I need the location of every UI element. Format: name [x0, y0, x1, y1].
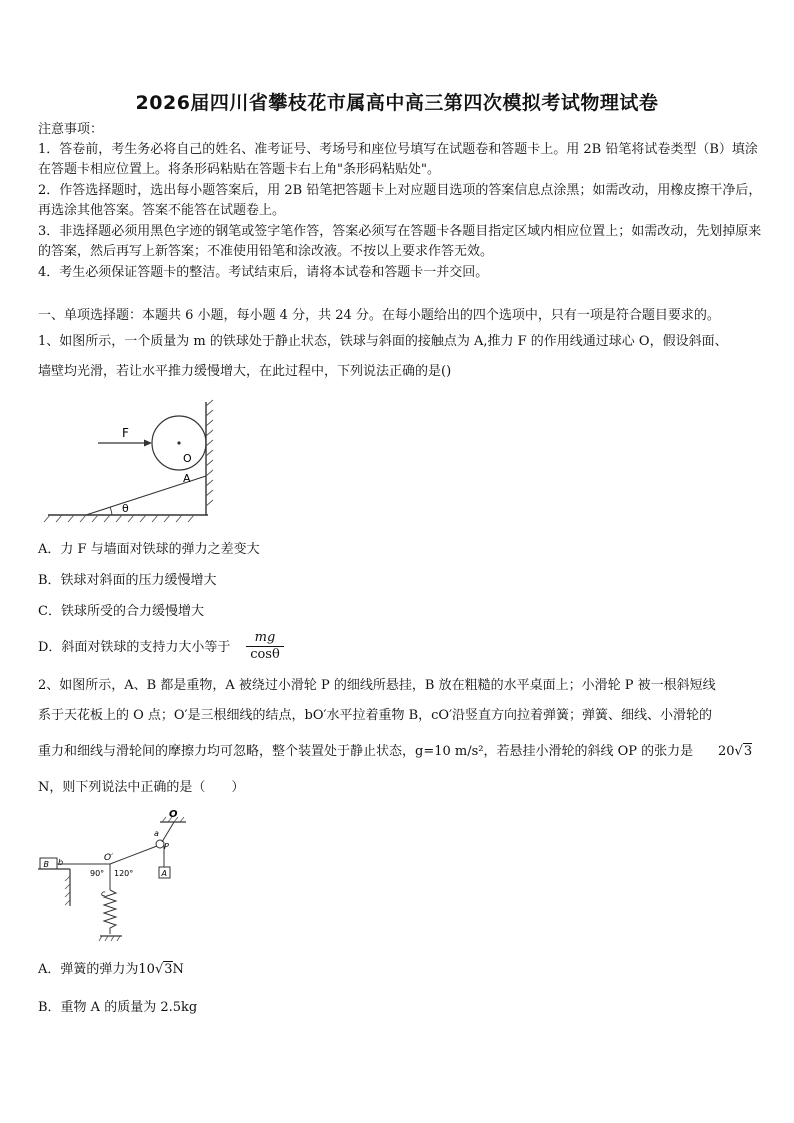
tension-coefficient: 20 [718, 744, 735, 759]
section-heading: 一、单项选择题：本题共 6 小题，每小题 4 分，共 24 分。在每小题给出的四个选项中，只有一项是符合题目要求的。 [38, 308, 720, 323]
question-1-stem: 1、如图所示，一个质量为 m 的铁球处于静止状态，铁球与斜面的接触点为 A,推力 F 的作用线通过球心 O，假设斜面、 [38, 334, 728, 349]
angle-arc [110, 507, 112, 515]
label-angle-90: 90° [90, 869, 105, 878]
notes-heading: 注意事项： [38, 122, 104, 137]
question-2-stem: 系于天花板上的 O 点；O′是三根细线的结点，bO′水平拉着重物 B，cO′沿竖直方向拉着弹簧；弹簧、细线、小滑轮的 [38, 708, 713, 723]
contact-label: A [183, 472, 191, 485]
line-O-prime-to-pulley [110, 846, 157, 864]
page-title: 2026届四川省攀枝花市属高中高三第四次模拟考试物理试卷 [135, 92, 659, 114]
label-O: O [169, 809, 178, 820]
q2-option-a [38, 960, 184, 980]
q2-option-b: B．重物 A 的质量为 2.5kg [38, 1000, 198, 1015]
ball-center-dot [177, 441, 180, 444]
q1-option-a: A．力 F 与墙面对铁球的弹力之差变大 [38, 542, 260, 557]
note-item: 3．非选择题必须用黑色字迹的钢笔或签字笔作答，答案必须写在答题卡各题目指定区域内相应位置上；如需改动，先划掉原来的答案，然后再写上新答案；不准使用铅笔和涂改液。不按以上要求作答无效。 [38, 224, 762, 259]
note-item: 1．答卷前，考生务必将自己的姓名、准考证号、考场号和座位号填写在试题卷和答题卡上。用 2B 铅笔将试卷类型（B）填涂在答题卡相应位置上。将条形码粘贴在答题卡右上角"条形码粘贴处"。 [38, 142, 758, 177]
question-2-stem: 2、如图所示，A、B 都是重物，A 被绕过小滑轮 P 的细线所悬挂，B 放在粗糙的水平桌面上；小滑轮 P 被一根斜短线 [38, 678, 716, 693]
label-B: B [43, 860, 49, 869]
note-item: 4．考生必须保证答题卡的整洁。考试结束后，请将本试卷和答题卡一并交回。 [38, 265, 489, 280]
note-item: 2．作答选择题时，选出每小题答案后，用 2B 铅笔把答题卡上对应题目选项的答案信息点涂黑；如需改动，用橡皮擦干净后，再选涂其他答案。答案不能答在试题卷上。 [38, 183, 762, 218]
label-P: P [164, 842, 169, 851]
fraction-denominator: cosθ [250, 647, 280, 662]
tension-radicand: 3 [743, 744, 753, 759]
line-OP [162, 822, 174, 842]
question-1-stem: 墙壁均光滑，若让水平推力缓慢增大，在此过程中，下列说法正确的是() [38, 364, 452, 379]
sqrt-sign: √ [734, 744, 743, 759]
q2-option-a-coef: 10 [138, 962, 155, 977]
q2-option-a-radicand: 3 [164, 962, 173, 977]
label-angle-120: 120° [114, 869, 134, 878]
q1-option-c: C．铁球所受的合力缓慢增大 [38, 604, 204, 619]
label-A: A [161, 869, 167, 878]
label-O-prime: O′ [104, 853, 114, 863]
question-2-stem: 重力和细线与滑轮间的摩擦力均可忽略，整个装置处于静止状态，g=10 m/s²，若悬挂小滑轮的斜线 OP 的张力是 [38, 744, 694, 759]
force-arrowhead [144, 440, 152, 447]
fraction-numerator: mg [246, 630, 284, 647]
q1-option-b: B．铁球对斜面的压力缓慢增大 [38, 573, 217, 588]
force-label: F [122, 426, 129, 440]
question-2-figure [38, 806, 208, 948]
sqrt-sign: √ [154, 962, 164, 977]
q2-option-a-unit: N [172, 962, 184, 977]
wall-hatch [206, 400, 213, 506]
center-label: O [183, 452, 192, 465]
label-b: b [58, 858, 64, 867]
spring [104, 890, 116, 934]
fraction-mg-over-cos [246, 630, 284, 663]
floor-hatch [44, 515, 194, 522]
question-1-figure [40, 398, 230, 524]
ground-hatch [99, 936, 120, 941]
pulley-P [156, 840, 164, 848]
tension-value [718, 742, 752, 762]
label-a: a [154, 829, 159, 838]
angle-label: θ [122, 502, 129, 515]
label-c: c [101, 889, 106, 898]
q2-option-a-prefix: A．弹簧的弹力为 [38, 962, 139, 977]
table-hatch [65, 876, 70, 905]
q1-option-d: D．斜面对铁球的支持力大小等于 [38, 640, 231, 655]
question-2-stem: N，则下列说法中正确的是（ ） [38, 780, 245, 795]
